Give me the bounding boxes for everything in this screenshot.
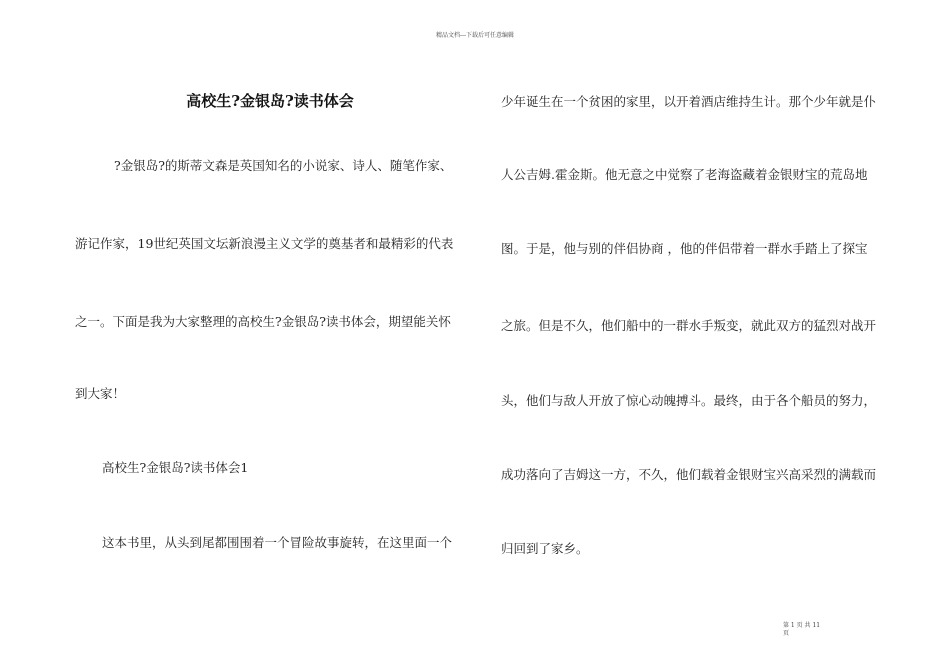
section-heading: 高校生?金银岛?读书体会1 — [102, 460, 249, 475]
right-paragraph-line: 归回到了家乡。 — [501, 541, 589, 556]
page-indicator-suffix: 页 — [783, 630, 790, 637]
right-paragraph-line: 之旅。但是不久，他们船中的一群水手叛变，就此双方的猛烈对战开 — [501, 318, 877, 333]
right-paragraph-line: 成功落向了吉姆这一方，不久，他们载着金银财宝兴高采烈的满载而 — [501, 467, 877, 482]
right-paragraph-line: 头，他们与敌人开放了惊心动魄搏斗。最终，由于各个船员的努力， — [501, 393, 877, 408]
page-indicator — [783, 622, 833, 638]
left-paragraph-line: 游记作家，19世纪英国文坛新浪漫主义文学的奠基者和最精彩的代表 — [75, 236, 454, 251]
left-paragraph-line: 之一。下面是我为大家整理的高校生?金银岛?读书体会，期望能关怀 — [75, 314, 451, 329]
page-indicator-text: 第 1 页 共 11 — [783, 622, 821, 629]
left-paragraph-line: 到大家！ — [75, 386, 126, 401]
right-paragraph-line: 人公吉姆.霍金斯。他无意之中觉察了老海盗藏着金银财宝的荒岛地 — [501, 167, 868, 182]
header-note: 精品文档---下载后可任意编辑 — [435, 32, 515, 39]
right-paragraph-line: 少年诞生在一个贫困的家里，以开着酒店维持生计。那个少年就是仆 — [501, 94, 877, 109]
page-title: 高校生?金银岛?读书体会 — [186, 92, 354, 110]
right-paragraph-line: 图。于是，他与别的伴侣协商 ，他的伴侣带着一群水手踏上了探宝 — [501, 241, 868, 256]
left-paragraph-line: ?金银岛?的斯蒂文森是英国知名的小说家、诗人、随笔作家、 — [114, 158, 453, 173]
left-paragraph-line: 这本书里，从头到尾都围围着一个冒险故事旋转，在这里面一个 — [102, 535, 453, 550]
